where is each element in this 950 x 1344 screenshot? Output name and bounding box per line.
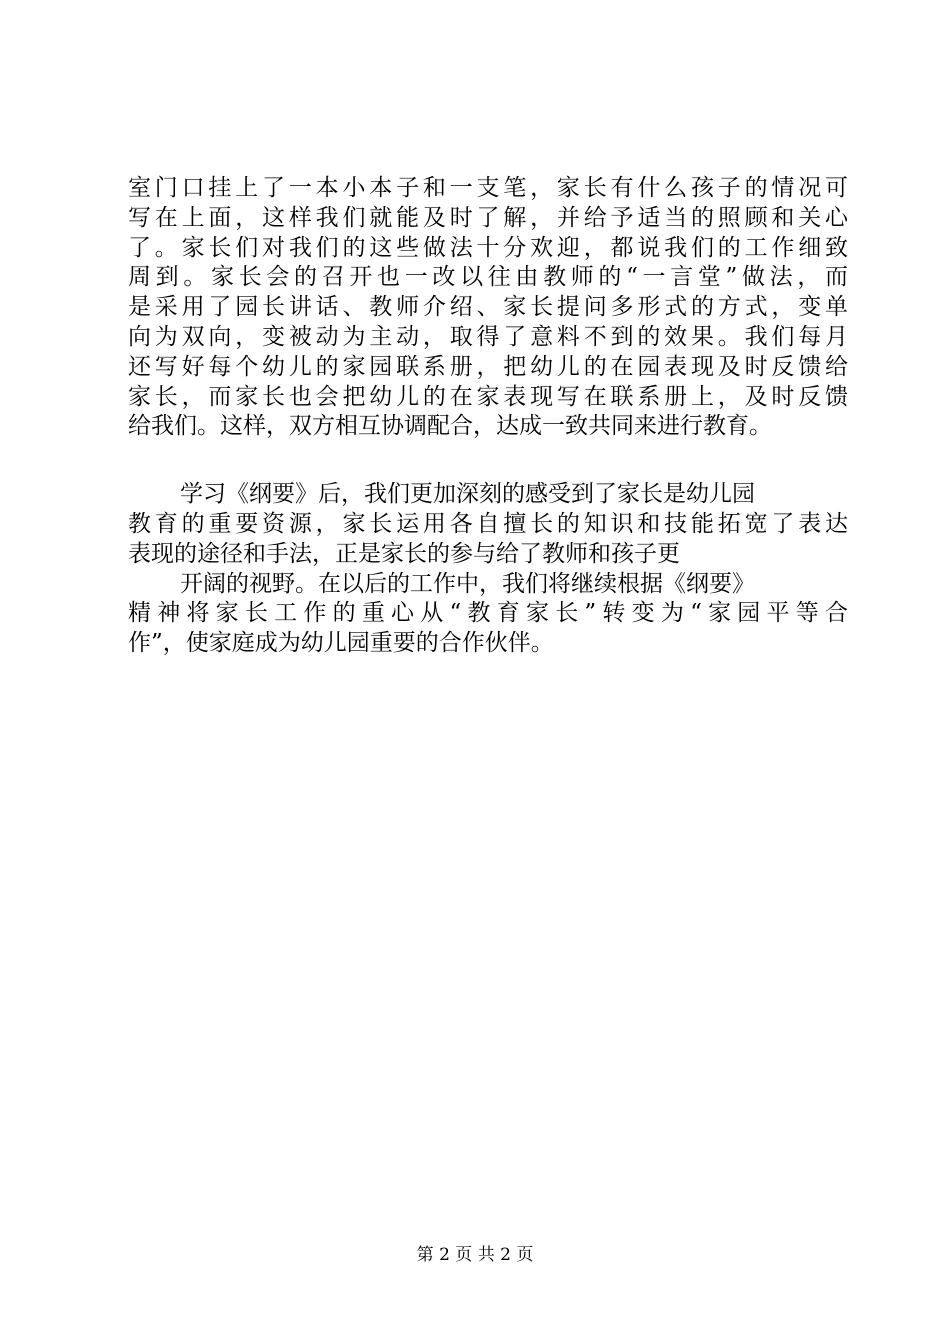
text-line: 还写好每个幼儿的家园联系册，把幼儿的在园表现及时反馈给	[128, 353, 848, 380]
paragraph-2	[128, 480, 848, 569]
text-line: 表现的途径和手法，正是家长的参与给了教师和孩子更	[128, 540, 680, 567]
text-line: 是采用了园长讲话、教师介绍、家长提问多形式的方式，变单	[128, 294, 848, 321]
text-line: 室门口挂上了一本小本子和一支笔，家长有什么孩子的情况可	[128, 175, 848, 201]
text-line: 周到。家长会的召开也一改以往由教师的“一言堂”做法，而	[128, 264, 848, 291]
paragraph-1	[128, 174, 848, 442]
page-number-footer: 第 2 页 共 2 页	[416, 1245, 534, 1265]
text-line: 作”，使家庭成为幼儿园重要的合作伙伴。	[128, 630, 554, 657]
paragraph-gap	[128, 442, 848, 480]
text-line: 精神将家长工作的重心从“教育家长”转变为“家园平等合	[128, 600, 848, 627]
text-line: 教育的重要资源，家长运用各自擅长的知识和技能拓宽了表达	[128, 510, 848, 537]
text-line: 家长，而家长也会把幼儿的在家表现写在联系册上，及时反馈	[128, 383, 848, 410]
document-body	[128, 174, 848, 659]
text-line: 写在上面，这样我们就能及时了解，并给予适当的照顾和关心	[128, 204, 848, 231]
text-line: 学习《纲要》后，我们更加深刻的感受到了家长是幼儿园	[180, 481, 755, 508]
text-line: 向为双向，变被动为主动，取得了意料不到的效果。我们每月	[128, 323, 848, 350]
text-line: 开阔的视野。在以后的工作中，我们将继续根据《纲要》	[180, 570, 755, 597]
paragraph-3	[128, 570, 848, 659]
text-line: 了。家长们对我们的这些做法十分欢迎，都说我们的工作细致	[128, 234, 848, 261]
text-line: 给我们。这样，双方相互协调配合，达成一致共同来进行教育。	[128, 413, 772, 440]
